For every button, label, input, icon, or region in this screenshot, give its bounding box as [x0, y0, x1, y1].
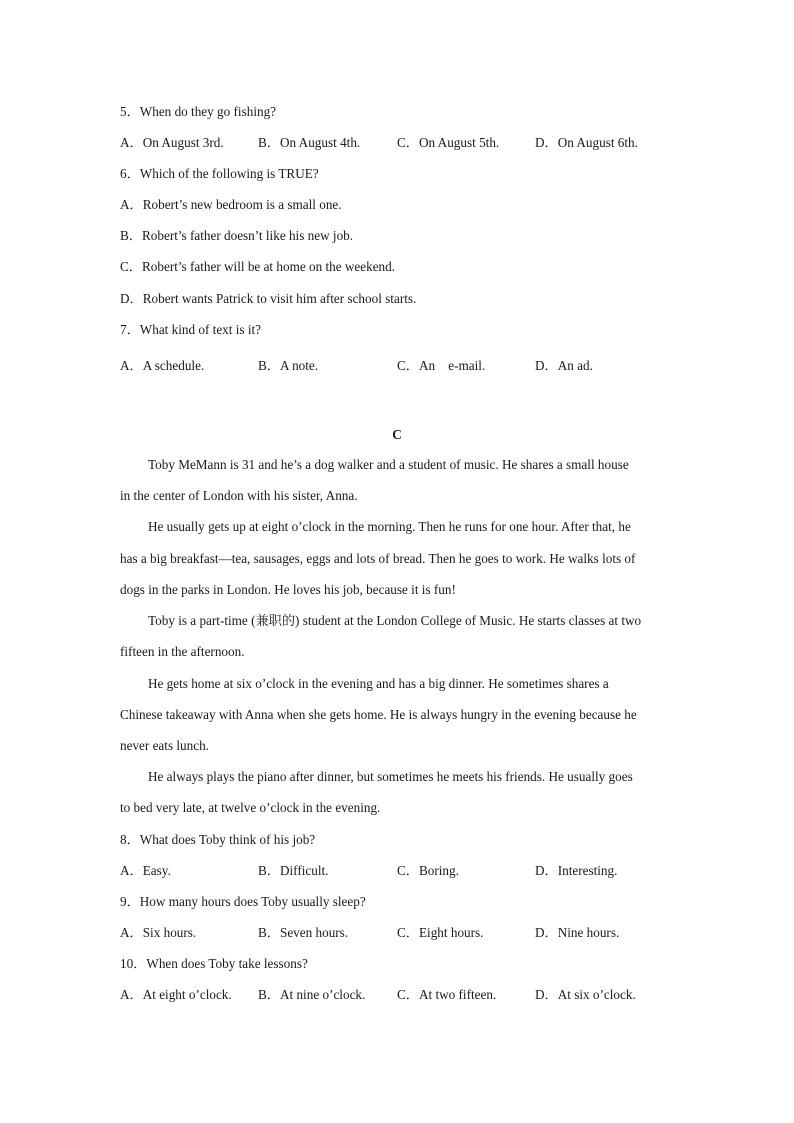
passage-line: has a big breakfast—tea, sausages, eggs and lots of bread. Then he goes to work. He walks lots of: [120, 551, 636, 566]
q6-option-c: C．Robert’s father will be at home on the weekend.: [120, 259, 396, 274]
passage-line: Toby MeMann is 31 and he’s a dog walker and a student of music. He shares a small house: [148, 457, 629, 472]
q5-option-d: D．On August 6th.: [535, 135, 638, 150]
question-8: 8．What does Toby think of his job?: [120, 832, 316, 847]
passage-line: in the center of London with his sister, Anna.: [120, 488, 358, 503]
q10-option-c: C．At two fifteen.: [397, 987, 497, 1002]
q8-option-c: C．Boring.: [397, 863, 459, 878]
passage-line: to bed very late, at twelve o’clock in the evening.: [120, 800, 381, 815]
q5-option-c: C．On August 5th.: [397, 135, 500, 150]
passage-line: Toby is a part-time (兼职的) student at the London College of Music. He starts classes at two: [148, 613, 642, 628]
q5-option-a: A．On August 3rd.: [120, 135, 224, 150]
q9-option-b: B．Seven hours.: [258, 925, 349, 940]
question-6: 6．Which of the following is TRUE?: [120, 166, 319, 181]
q9-option-c: C．Eight hours.: [397, 925, 484, 940]
q9-option-d: D．Nine hours.: [535, 925, 620, 940]
question-5: 5．When do they go fishing?: [120, 104, 277, 119]
q7-option-c: C．An e-mail.: [397, 358, 486, 373]
q10-option-b: B．At nine o’clock.: [258, 987, 366, 1002]
q6-option-b: B．Robert’s father doesn’t like his new job.: [120, 228, 354, 243]
section-c-title: C: [392, 427, 402, 442]
passage-line: He usually gets up at eight o’clock in the morning. Then he runs for one hour. After that, he: [148, 519, 631, 534]
q8-option-a: A．Easy.: [120, 863, 171, 878]
q5-option-b: B．On August 4th.: [258, 135, 361, 150]
q7-option-a: A．A schedule.: [120, 358, 205, 373]
passage-line: He always plays the piano after dinner, but sometimes he meets his friends. He usually goes: [148, 769, 633, 784]
passage-line: Chinese takeaway with Anna when she gets home. He is always hungry in the evening because he: [120, 707, 637, 722]
question-7: 7．What kind of text is it?: [120, 322, 262, 337]
q10-option-d: D．At six o’clock.: [535, 987, 636, 1002]
passage-line: He gets home at six o’clock in the evening and has a big dinner. He sometimes shares a: [148, 676, 609, 691]
q6-option-a: A．Robert’s new bedroom is a small one.: [120, 197, 342, 212]
question-9: 9．How many hours does Toby usually sleep?: [120, 894, 366, 909]
q8-option-d: D．Interesting.: [535, 863, 618, 878]
question-10: 10．When does Toby take lessons?: [120, 956, 308, 971]
passage-line: never eats lunch.: [120, 738, 209, 753]
q7-option-b: B．A note.: [258, 358, 319, 373]
q10-option-a: A．At eight o’clock.: [120, 987, 232, 1002]
q9-option-a: A．Six hours.: [120, 925, 197, 940]
q7-option-d: D．An ad.: [535, 358, 593, 373]
passage-line: fifteen in the afternoon.: [120, 644, 245, 659]
passage-line: dogs in the parks in London. He loves his job, because it is fun!: [120, 582, 456, 597]
q6-option-d: D．Robert wants Patrick to visit him after school starts.: [120, 291, 417, 306]
q8-option-b: B．Difficult.: [258, 863, 329, 878]
